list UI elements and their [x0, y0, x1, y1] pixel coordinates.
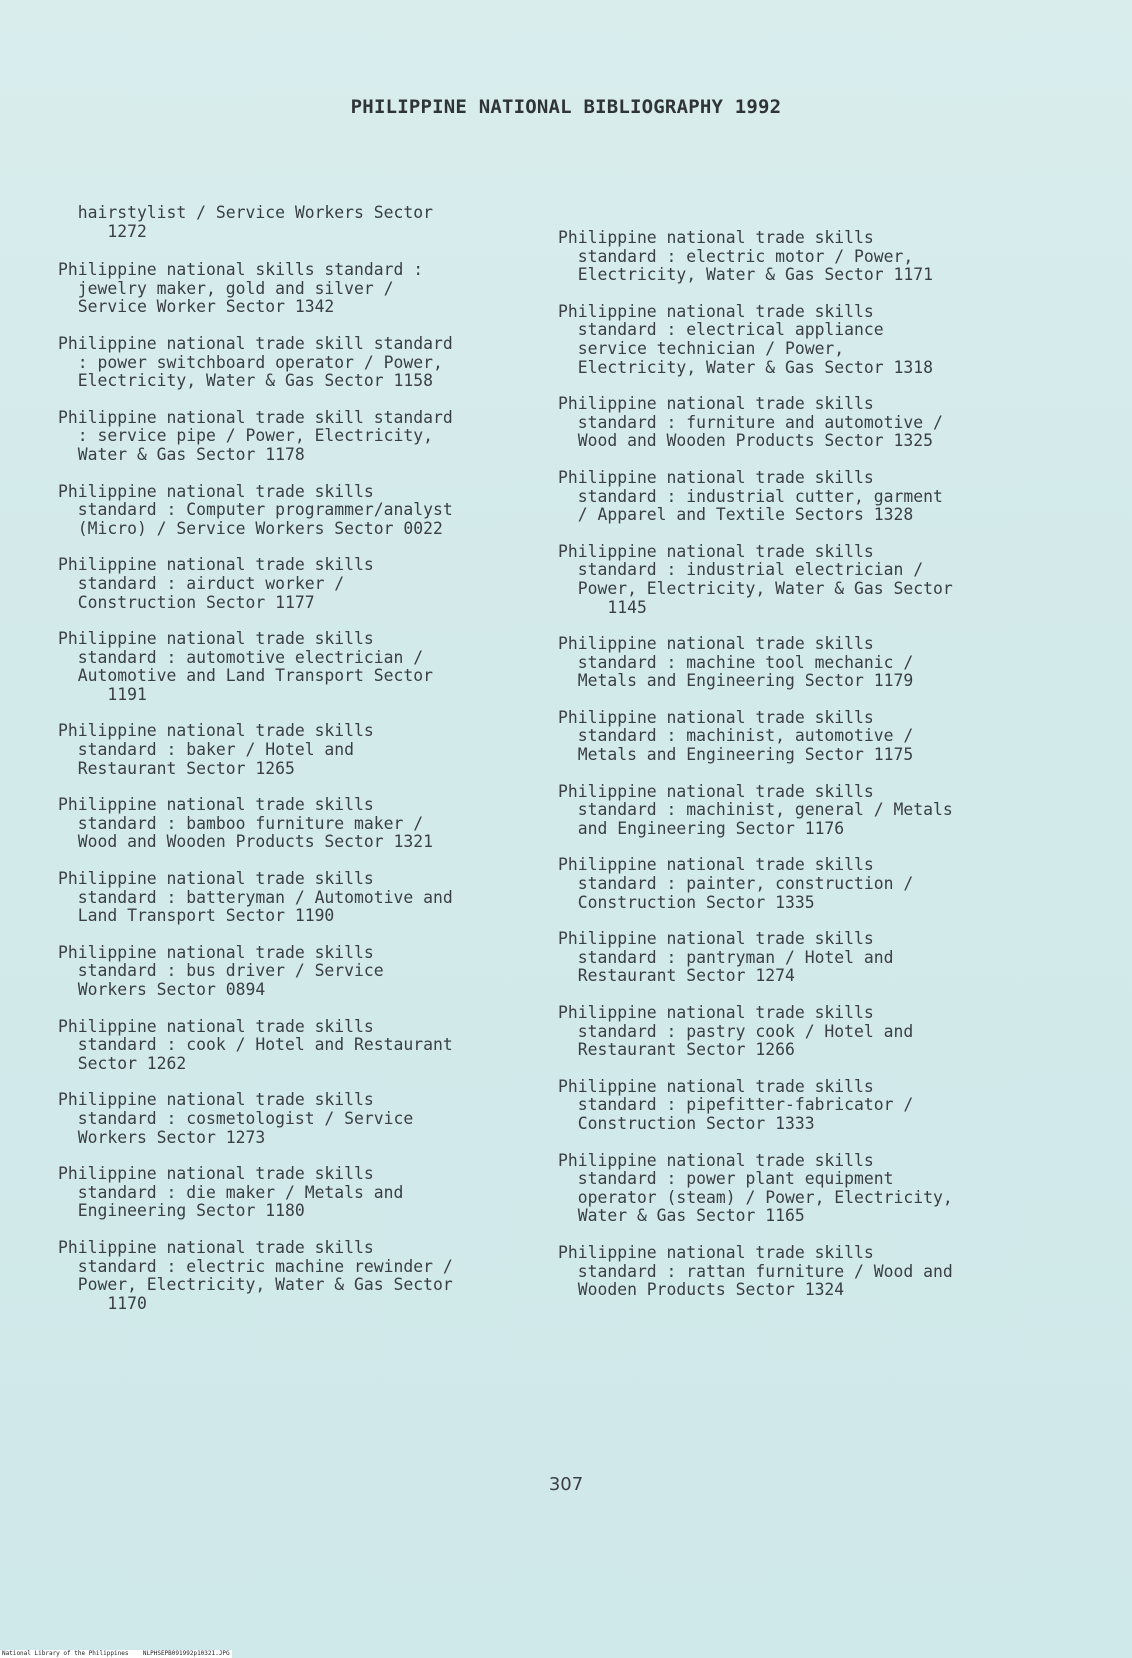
- bibliography-entry: Philippine national skills standard : jewelry maker, gold and silver / Service Worker Sector 1342: [58, 260, 424, 317]
- bibliography-entry: Philippine national trade skills standard : pantryman / Hotel and Restaurant Sector 1274: [558, 929, 894, 986]
- bibliography-entry: Philippine national trade skills standard : bamboo furniture maker / Wood and Wooden Products Sector 1321: [58, 795, 433, 852]
- bibliography-entry: Philippine national trade skills standard : pipefitter-fabricator / Construction Sector 1333: [558, 1076, 914, 1133]
- bibliography-entry: Philippine national trade skills standard : pastry cook / Hotel and Restaurant Sector 1266: [558, 1003, 914, 1060]
- scan-credit: National Library of the Philippines NLPHSEPB091992p10321.JPG: [2, 1650, 230, 1657]
- bibliography-entry: Philippine national trade skills standard : painter, construction / Construction Sector 1335: [558, 855, 914, 912]
- bibliography-entry: Philippine national trade skills standard : machinist, automotive / Metals and Engineering Sector 1175: [558, 707, 914, 765]
- bibliography-entry: Philippine national trade skills standard : automotive electrician / Automotive and Land Transport Sector 1191: [58, 629, 433, 704]
- bibliography-entry: Philippine national trade skill standard : power switchboard operator / Power, Electricity, Water & Gas Sector 1158: [58, 333, 453, 391]
- bibliography-entry: Philippine national trade skills standard : die maker / Metals and Engineering Sector 1180: [58, 1164, 404, 1221]
- bibliography-entry: Philippine national trade skills standard : industrial electrician / Power, Electricity, Water & Gas Sector 1145: [558, 541, 953, 617]
- bibliography-entry: Philippine national trade skills standard : rattan furniture / Wood and Wooden Products Sector 1324: [558, 1242, 953, 1300]
- left-column: [58, 204, 538, 1313]
- bibliography-entry: Philippine national trade skills standard : electric motor / Power, Electricity, Water & Gas Sector 1171: [558, 228, 933, 285]
- right-column: [558, 229, 1028, 1300]
- bibliography-entry: Philippine national trade skills standard : machine tool mechanic / Metals and Engineering Sector 1179: [558, 634, 914, 691]
- bibliography-entry: Philippine national trade skills standard : bus driver / Service Workers Sector 0894: [58, 942, 384, 999]
- bibliography-entry: Philippine national trade skills standard : cook / Hotel and Restaurant Sector 1262: [58, 1016, 453, 1073]
- bibliography-entry: Philippine national trade skills standard : power plant equipment operator (steam) / Power, Electricity, Water & Gas Sector 1165: [558, 1150, 953, 1226]
- bibliography-entry: Philippine national trade skills standard : industrial cutter, garment / Apparel and Textile Sectors 1328: [558, 467, 943, 525]
- bibliography-entry: Philippine national trade skills standard : airduct worker / Construction Sector 1177: [58, 555, 374, 612]
- bibliography-entry: Philippine national trade skills standard : furniture and automotive / Wood and Wooden Products Sector 1325: [558, 394, 943, 451]
- bibliography-entry: Philippine national trade skills standard : Computer programmer/analyst (Micro) / Service Workers Sector 0022: [58, 481, 453, 538]
- bibliography-entry: Philippine national trade skills standard : machinist, general / Metals and Engineering Sector 1176: [558, 781, 953, 838]
- bibliography-entry: Philippine national trade skills standard : electrical appliance service technician / Power, Electricity, Water & Gas Sector 1318: [558, 301, 933, 377]
- bibliography-entry: hairstylist / Service Workers Sector 1272: [77, 203, 433, 241]
- bibliography-entry: Philippine national trade skill standard : service pipe / Power, Electricity, Water & Gas Sector 1178: [58, 407, 453, 464]
- page-number: 307: [548, 1474, 584, 1495]
- bibliography-entry: Philippine national trade skills standard : electric machine rewinder / Power, Electricity, Water & Gas Sector 1170: [58, 1237, 453, 1313]
- bibliography-entry: Philippine national trade skills standard : batteryman / Automotive and Land Transport Sector 1190: [58, 869, 453, 926]
- page-title: PHILIPPINE NATIONAL BIBLIOGRAPHY 1992: [350, 96, 782, 118]
- bibliography-entry: Philippine national trade skills standard : baker / Hotel and Restaurant Sector 1265: [58, 721, 374, 778]
- bibliography-entry: Philippine national trade skills standard : cosmetologist / Service Workers Sector 1273: [58, 1090, 414, 1147]
